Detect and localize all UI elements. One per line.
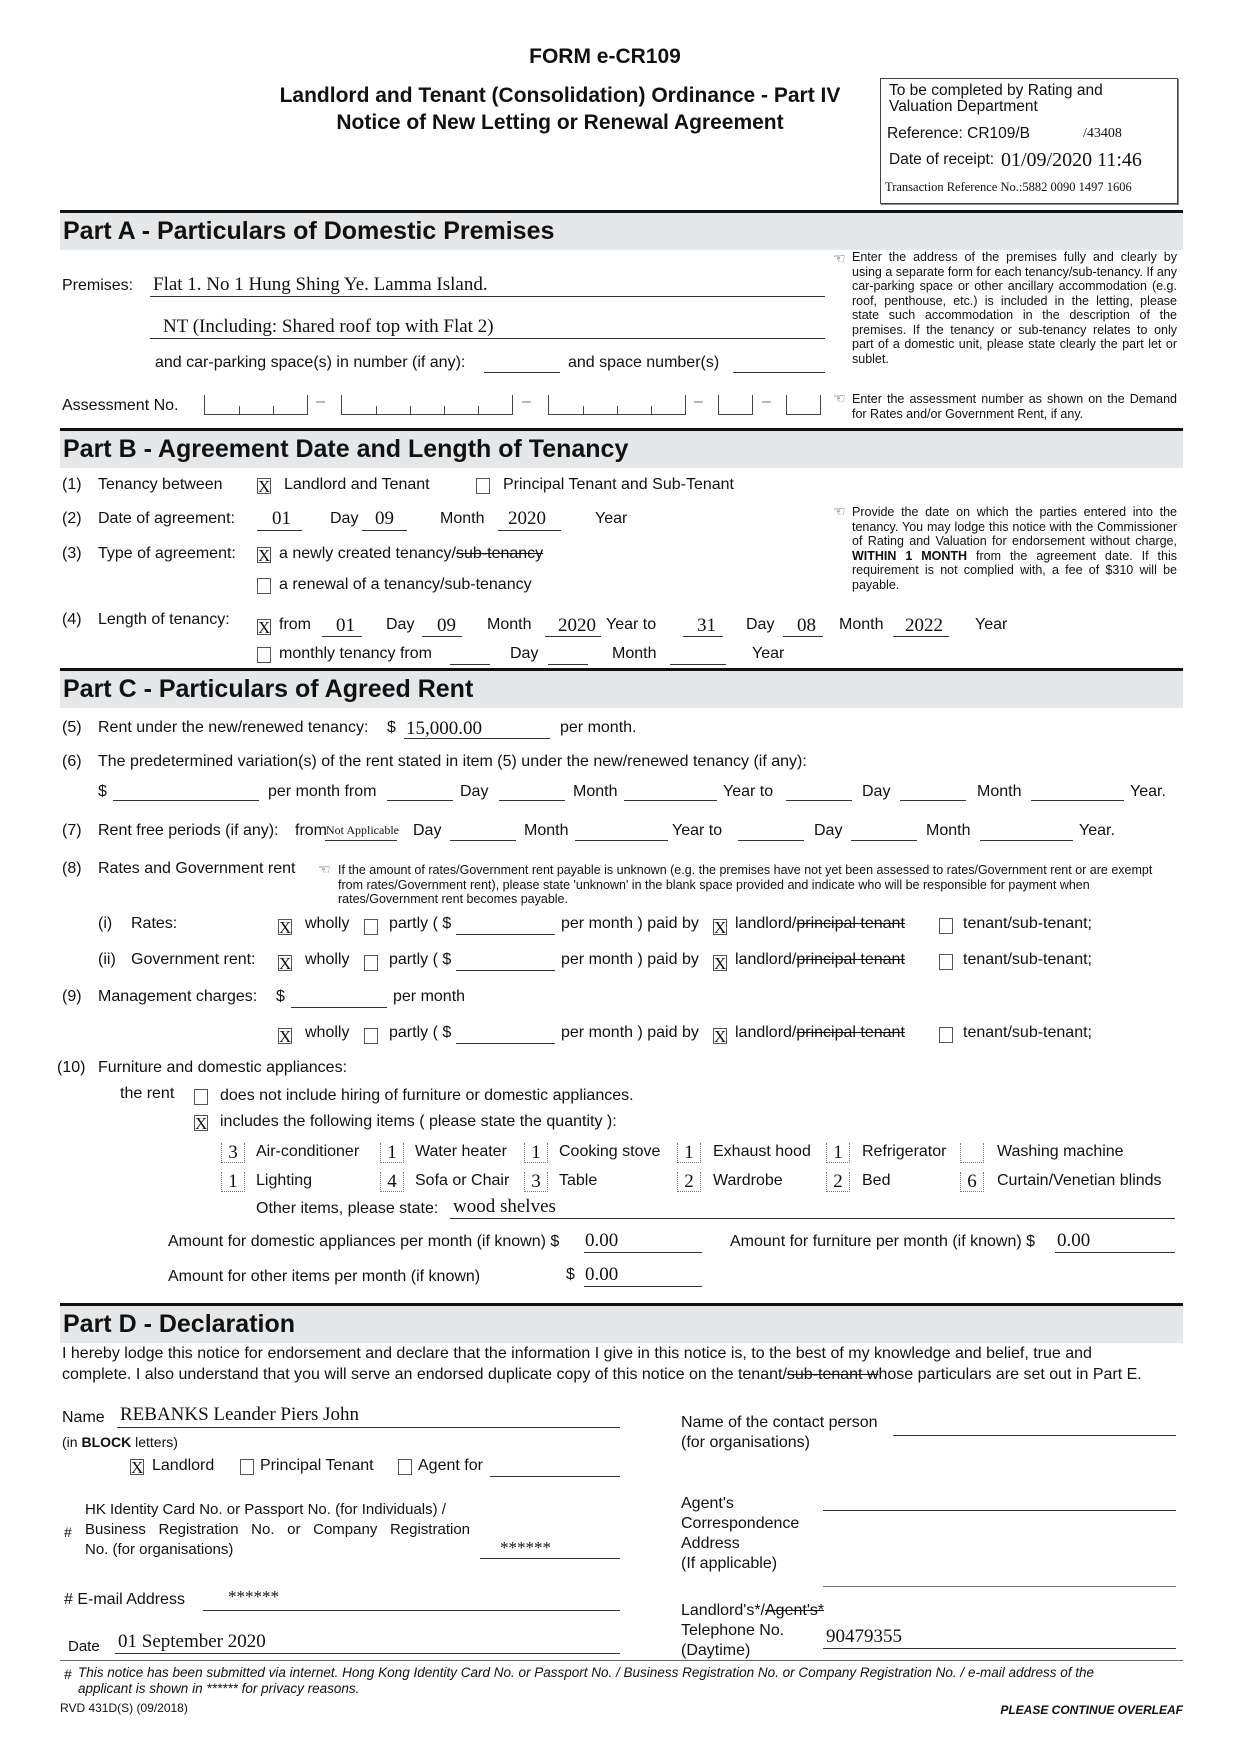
govrent-wholly-checkbox[interactable]: X	[279, 954, 292, 973]
other-amount-label: Amount for other items per month (if known)	[168, 1268, 481, 1285]
footer-note-line1: This notice has been submitted via internet. Hong Kong Identity Card No. or Passport No. / Business Registration No. or Company Registration No. / e-mail address of the	[78, 1665, 1095, 1680]
to-day-value[interactable]: 31	[697, 615, 716, 636]
role-agent-checkbox[interactable]	[398, 1459, 412, 1475]
variation-from-day-input[interactable]	[387, 800, 453, 801]
principal-sub-tenant-label: Principal Tenant and Sub-Tenant	[503, 476, 734, 493]
item-lighting: Lighting	[256, 1172, 313, 1189]
new-tenancy-checkbox[interactable]: X	[258, 546, 271, 565]
pointing-hand-icon: ☜	[318, 861, 331, 877]
mgmt-wholly-checkbox[interactable]: X	[279, 1027, 292, 1046]
rvd-box-heading: To be completed by Rating and Valuation Department	[889, 82, 1103, 115]
tel-label-line2: Telephone No.	[681, 1622, 785, 1639]
agreement-day-underline	[257, 530, 302, 531]
assessment-seg-4[interactable]	[718, 395, 753, 415]
include-furniture-label: includes the following items ( please state the quantity ):	[220, 1113, 617, 1130]
item-8-label: Rates and Government rent	[98, 860, 296, 877]
monthly-day-input[interactable]	[450, 664, 490, 665]
govrent-partly-checkbox[interactable]	[364, 955, 378, 971]
landlord-principal-label	[735, 951, 905, 969]
renewal-checkbox[interactable]	[257, 578, 271, 594]
role-principal-checkbox[interactable]	[240, 1459, 254, 1475]
landlord-tenant-checkbox[interactable]: X	[258, 477, 271, 496]
year-label: Year	[975, 616, 1008, 633]
space-number-input[interactable]	[733, 372, 825, 373]
item-9-number: (9)	[62, 988, 82, 1005]
note-bold: WITHIN 1 MONTH	[852, 548, 968, 563]
telephone-value[interactable]: 90479355	[826, 1626, 902, 1647]
renewal-label: a renewal of a tenancy/sub-tenancy	[279, 576, 532, 593]
qty-water-heater[interactable]: 1	[380, 1143, 404, 1163]
rates-partly-amount-input[interactable]	[456, 934, 555, 935]
from-month-underline	[422, 636, 462, 637]
block-letters-hint	[62, 1434, 178, 1450]
premises-line2-underline	[150, 338, 825, 339]
item-7-number: (7)	[62, 822, 82, 839]
assessment-dash: –	[762, 393, 771, 410]
day-label: Day	[746, 616, 775, 633]
variation-from-year-input[interactable]	[624, 800, 717, 801]
not-include-furniture-label: does not include hiring of furniture or domestic appliances.	[220, 1087, 634, 1104]
assessment-seg-2[interactable]	[341, 395, 513, 415]
rvd-reference-value: /43408	[1083, 126, 1122, 141]
part-d-header	[60, 1303, 1183, 1343]
telephone-label	[681, 1601, 824, 1661]
other-items-underline	[450, 1218, 1175, 1219]
fixed-term-checkbox[interactable]: X	[258, 618, 271, 637]
furniture-amount-value[interactable]: 0.00	[1057, 1230, 1091, 1251]
month-label: Month	[573, 783, 618, 800]
declaration-line2	[62, 1366, 1142, 1384]
item-4-label: Length of tenancy:	[98, 611, 230, 628]
month-label: Month	[926, 822, 971, 839]
per-month-paid-by-label: per month ) paid by	[561, 915, 699, 932]
id-label-line3: No. (for organisations)	[85, 1541, 234, 1558]
from-year-value[interactable]: 2020	[558, 615, 596, 636]
year-label: Year	[595, 510, 628, 527]
management-suffix: per month	[393, 988, 466, 1005]
note-agreement-date	[852, 505, 1177, 592]
qty-table[interactable]: 3	[524, 1172, 548, 1192]
email-label: # E-mail Address	[64, 1591, 185, 1608]
other-amount-value[interactable]: 0.00	[585, 1264, 619, 1285]
rates-label: Rates:	[131, 915, 178, 932]
role-landlord-label: Landlord	[152, 1457, 215, 1474]
monthly-tenancy-label: monthly tenancy from	[279, 645, 432, 662]
day-label: Day	[386, 616, 415, 633]
year-end-label: Year.	[1130, 783, 1166, 800]
new-tenancy-label	[279, 545, 543, 563]
rent-currency: $	[387, 719, 396, 736]
year-to-label: Year to	[606, 616, 657, 633]
item-table: Table	[559, 1172, 598, 1189]
tel-label-line1	[681, 1601, 824, 1621]
qty-wardrobe[interactable]: 2	[677, 1172, 701, 1192]
other-amount-underline	[584, 1286, 702, 1287]
landlord-text: landlord/	[735, 951, 797, 968]
year-to-label: Year to	[672, 822, 723, 839]
assessment-seg-3[interactable]	[548, 395, 686, 415]
landlord-text: landlord/	[735, 1024, 797, 1041]
rent-free-year-input[interactable]	[575, 840, 668, 841]
transaction-label: Transaction Reference No.:	[885, 180, 1023, 194]
year-to-label: Year to	[723, 783, 774, 800]
continue-overleaf: PLEASE CONTINUE OVERLEAF	[1000, 1703, 1183, 1717]
qty-curtain-blinds[interactable]: 6	[960, 1172, 984, 1192]
management-charges-input[interactable]	[291, 1007, 387, 1008]
qty-lighting[interactable]: 1	[221, 1172, 245, 1192]
premises-line1-value[interactable]: Flat 1. No 1 Hung Shing Ye. Lamma Island.	[153, 274, 488, 295]
to-day-underline	[683, 636, 723, 637]
part-b-title: Part B - Agreement Date and Length of Tenancy	[63, 435, 629, 463]
part-d-bottom-rule	[60, 1660, 1183, 1661]
item-exhaust-hood: Exhaust hood	[713, 1143, 811, 1160]
variation-to-month-input[interactable]	[900, 800, 966, 801]
item-air-conditioner: Air-conditioner	[256, 1143, 360, 1160]
partly-label: partly ( $	[389, 915, 452, 932]
struck-principal-tenant: principal tenant	[796, 1024, 905, 1041]
pointing-hand-icon: ☜	[833, 390, 846, 406]
rvd-reference-label: Reference: CR109/B	[887, 125, 1031, 142]
item-bed: Bed	[862, 1172, 891, 1189]
rent-free-to-day-input[interactable]	[738, 840, 804, 841]
month-label: Month	[440, 510, 485, 527]
the-rent-label: the rent	[120, 1085, 175, 1102]
item-refrigerator: Refrigerator	[862, 1143, 947, 1160]
mgmt-landlord-checkbox[interactable]: X	[714, 1027, 727, 1046]
struck-principal-tenant: principal tenant	[796, 951, 905, 968]
item-3-number: (3)	[62, 545, 82, 562]
part-d-title: Part D - Declaration	[63, 1310, 296, 1338]
other-items-value[interactable]: wood shelves	[453, 1196, 556, 1217]
other-amount-currency: $	[566, 1266, 575, 1283]
form-title: FORM e-CR109	[529, 45, 681, 68]
assessment-seg-1[interactable]	[204, 395, 308, 415]
rates-number: (i)	[98, 915, 113, 932]
rent-free-from-underline	[325, 840, 397, 841]
note-rates: If the amount of rates/Government rent payable is unknown (e.g. the premises have not yet been assessed to rates/Government rent or are exempt from rates/Government rent), please state 'unknown' in the blank space provided and indicate who will be responsible for payment when rates/Government rent becomes payable.	[338, 863, 1153, 906]
agent-addr-line4: (If applicable)	[681, 1555, 778, 1572]
rent-value[interactable]: 15,000.00	[406, 718, 482, 739]
agent-addr-line1: Agent's	[681, 1495, 734, 1512]
to-year-underline	[893, 636, 949, 637]
item-curtain-blinds: Curtain/Venetian blinds	[997, 1172, 1162, 1189]
from-day-value[interactable]: 01	[336, 615, 355, 636]
contact-label-line1: Name of the contact person	[681, 1414, 878, 1431]
qty-cooking-stove[interactable]: 1	[524, 1143, 548, 1163]
qty-washing-machine[interactable]	[960, 1143, 984, 1163]
footer-note-line2: applicant is shown in ****** for privacy reasons.	[78, 1681, 360, 1696]
tenant-sub-tenant-label: tenant/sub-tenant;	[963, 915, 1092, 932]
mgmt-tenant-checkbox[interactable]	[939, 1027, 953, 1043]
id-label-line2: Business Registration No. or Company Registration	[85, 1521, 470, 1538]
month-label: Month	[612, 645, 657, 662]
govrent-partly-amount-input[interactable]	[456, 970, 555, 971]
agreement-day-value[interactable]: 01	[272, 508, 291, 529]
qty-sofa-chair[interactable]: 4	[380, 1172, 404, 1192]
per-month-paid-by-label: per month ) paid by	[561, 1024, 699, 1041]
struck-sub-tenancy: sub-tenancy	[456, 545, 544, 562]
item-6-number: (6)	[62, 753, 82, 770]
item-10-number: (10)	[57, 1059, 86, 1076]
premises-line1-underline	[150, 296, 825, 297]
rent-free-to-month-input[interactable]	[851, 840, 917, 841]
include-furniture-checkbox[interactable]: X	[195, 1114, 208, 1133]
day-label: Day	[330, 510, 359, 527]
day-label: Day	[510, 645, 539, 662]
to-month-value[interactable]: 08	[797, 615, 816, 636]
declaration-text: complete. I also understand that you will serve an endorsed duplicate copy of this notice on the tenant/	[62, 1366, 787, 1383]
wholly-label: wholly	[305, 1024, 350, 1041]
assessment-dash: –	[522, 393, 531, 410]
variation-currency: $	[98, 783, 107, 800]
agreement-month-underline	[362, 530, 407, 531]
contact-person-label	[681, 1413, 878, 1453]
item-cooking-stove: Cooking stove	[559, 1143, 661, 1160]
agreement-month-value[interactable]: 09	[375, 508, 394, 529]
rates-wholly-checkbox[interactable]: X	[279, 918, 292, 937]
form-subtitle-notice: Notice of New Letting or Renewal Agreement	[336, 111, 784, 134]
note-text: Provide the date on which the parties entered into the tenancy. You may lodge this notice with the Commissioner of Rating and Valuation for endorsement without charge,	[852, 505, 1177, 548]
block-suffix: letters)	[131, 1434, 178, 1450]
note-address: Enter the address of the premises fully and clearly by using a separate form for each tenancy/sub-tenancy. If any car-parking space or other ancillary accommodation (e.g. roof, penthouse, etc.) is included in the letting, please state such accommodation in the description of the premises. If the tenancy or sub-tenancy relates to only part of a domestic unit, please state clearly the part let or sublet.	[852, 250, 1177, 366]
form-code: RVD 431D(S) (09/2018)	[60, 1701, 188, 1715]
tel-landlord-text: Landlord's*/	[681, 1602, 765, 1619]
month-label: Month	[524, 822, 569, 839]
variation-from-month-input[interactable]	[499, 800, 565, 801]
contact-person-input[interactable]	[893, 1435, 1176, 1436]
part-a-title: Part A - Particulars of Domestic Premises	[63, 217, 555, 245]
wholly-label: wholly	[305, 951, 350, 968]
new-tenancy-text: a newly created tenancy/	[279, 545, 456, 562]
appliances-amount-label: Amount for domestic appliances per month (if known) $	[168, 1233, 560, 1250]
item-4-number: (4)	[62, 611, 82, 628]
agreement-year-underline	[498, 530, 561, 531]
qty-air-conditioner[interactable]: 3	[221, 1143, 245, 1163]
per-month-paid-by-label: per month ) paid by	[561, 951, 699, 968]
mgmt-partly-checkbox[interactable]	[364, 1028, 378, 1044]
item-3-label: Type of agreement:	[98, 545, 236, 562]
part-c-title: Part C - Particulars of Agreed Rent	[63, 675, 474, 703]
declaration-line1: I hereby lodge this notice for endorsement and declare that the information I give in this notice is, to the best of my knowledge and belief, true and	[62, 1345, 1092, 1362]
item-wardrobe: Wardrobe	[713, 1172, 783, 1189]
day-label: Day	[814, 822, 843, 839]
landlord-tenant-label: Landlord and Tenant	[284, 476, 430, 493]
item-8-number: (8)	[62, 860, 82, 877]
struck-sub-tenant: sub-tenant w	[786, 1366, 879, 1383]
monthly-tenancy-checkbox[interactable]	[257, 647, 271, 663]
item-water-heater: Water heater	[415, 1143, 507, 1160]
premises-label: Premises:	[62, 277, 134, 294]
id-label-line1: HK Identity Card No. or Passport No. (for Individuals) /	[85, 1501, 446, 1518]
monthly-year-input[interactable]	[670, 664, 726, 665]
govrent-landlord-checkbox[interactable]: X	[714, 954, 727, 973]
rvd-office-use-box	[880, 78, 1178, 204]
form-subtitle-ordinance: Landlord and Tenant (Consolidation) Ordinance - Part IV	[279, 84, 841, 107]
item-7-label: Rent free periods (if any):	[98, 822, 279, 839]
not-include-furniture-checkbox[interactable]	[194, 1089, 208, 1105]
declaration-text-end: hose particulars are set out in Part E.	[878, 1366, 1142, 1383]
assessment-label: Assessment No.	[62, 397, 179, 414]
item-5-label: Rent under the new/renewed tenancy:	[98, 719, 369, 736]
from-label: from	[279, 616, 311, 633]
rent-free-from-label: from	[295, 822, 327, 839]
variation-to-day-input[interactable]	[786, 800, 852, 801]
qty-bed[interactable]: 2	[826, 1172, 850, 1192]
appliances-amount-underline	[584, 1252, 702, 1253]
part-a-header	[60, 210, 1183, 250]
block-prefix: (in	[62, 1434, 82, 1450]
item-1-number: (1)	[62, 476, 82, 493]
space-number-label: and space number(s)	[568, 354, 720, 371]
tenant-sub-tenant-label: tenant/sub-tenant;	[963, 1024, 1092, 1041]
month-label: Month	[839, 616, 884, 633]
to-year-value[interactable]: 2022	[905, 615, 943, 636]
furniture-amount-underline	[1055, 1252, 1175, 1253]
id-label	[85, 1500, 470, 1560]
partly-label: partly ( $	[389, 951, 452, 968]
rates-partly-checkbox[interactable]	[364, 919, 378, 935]
rent-free-to-year-input[interactable]	[980, 840, 1073, 841]
assessment-dash: –	[694, 393, 703, 410]
email-underline	[203, 1610, 620, 1611]
rent-free-month-input[interactable]	[450, 840, 516, 841]
partly-label: partly ( $	[389, 1024, 452, 1041]
name-value[interactable]: REBANKS Leander Piers John	[120, 1404, 360, 1425]
agent-addr-line3: Address	[681, 1535, 740, 1552]
landlord-text: landlord/	[735, 915, 797, 932]
item-9-label: Management charges:	[98, 988, 258, 1005]
name-label: Name	[62, 1409, 105, 1426]
rvd-receipt-label: Date of receipt:	[889, 151, 995, 168]
name-underline	[117, 1427, 620, 1428]
premises-line2-value[interactable]: NT (Including: Shared roof top with Flat 2)	[163, 316, 494, 337]
landlord-principal-label	[735, 1024, 905, 1042]
tenant-sub-tenant-label: tenant/sub-tenant;	[963, 951, 1092, 968]
struck-principal-tenant: principal tenant	[796, 915, 905, 932]
from-year-underline	[545, 636, 601, 637]
rates-landlord-checkbox[interactable]: X	[714, 918, 727, 937]
email-value[interactable]: ******	[228, 1587, 279, 1606]
agreement-year-value[interactable]: 2020	[508, 508, 546, 529]
landlord-principal-label	[735, 915, 905, 933]
month-label: Month	[487, 616, 532, 633]
note-assessment: Enter the assessment number as shown on the Demand for Rates and/or Government Rent, if any.	[852, 392, 1177, 421]
footer-privacy-note	[78, 1665, 1094, 1697]
date-value[interactable]: 01 September 2020	[118, 1631, 266, 1652]
assessment-dash: –	[316, 393, 325, 410]
mgmt-partly-amount-input[interactable]	[456, 1043, 555, 1044]
contact-label-line2: (for organisations)	[681, 1434, 810, 1451]
wholly-label: wholly	[305, 915, 350, 932]
agent-address-input-line1[interactable]	[823, 1510, 1176, 1511]
footer-hash: #	[64, 1666, 72, 1682]
item-2-label: Date of agreement:	[98, 510, 235, 527]
date-underline	[115, 1653, 620, 1654]
rvd-receipt-value: 01/09/2020 11:46	[1001, 149, 1142, 171]
rent-underline	[404, 738, 550, 739]
govrent-tenant-checkbox[interactable]	[939, 954, 953, 970]
assessment-seg-5[interactable]	[786, 395, 821, 415]
role-agent-label: Agent for	[418, 1457, 483, 1474]
transaction-value: 5882 0090 1497 1606	[1022, 180, 1132, 194]
year-label: Year	[752, 645, 785, 662]
from-day-underline	[322, 636, 362, 637]
note-text-end: from the agreement date. If this requirement is not complied with, a fee of $310 will be payable.	[852, 548, 1177, 592]
item-6-label: The predetermined variation(s) of the rent stated in item (5) under the new/renewed tenancy (if any):	[98, 753, 807, 770]
item-5-number: (5)	[62, 719, 82, 736]
struck-agents: Agent's*	[765, 1602, 825, 1619]
item-2-number: (2)	[62, 510, 82, 527]
year-end-label: Year.	[1079, 822, 1115, 839]
from-month-value[interactable]: 09	[437, 615, 456, 636]
role-principal-label: Principal Tenant	[260, 1457, 374, 1474]
per-month-from-label: per month from	[268, 783, 377, 800]
id-hash: #	[64, 1524, 72, 1540]
item-washing-machine: Washing machine	[997, 1143, 1124, 1160]
pointing-hand-icon: ☜	[833, 503, 846, 519]
variation-amount-input[interactable]	[113, 800, 259, 801]
id-underline	[480, 1558, 620, 1559]
govrent-label: Government rent:	[131, 951, 256, 968]
item-sofa-chair: Sofa or Chair	[415, 1172, 510, 1189]
agent-addr-line2: Correspondence	[681, 1515, 800, 1532]
part-c-header	[60, 668, 1183, 708]
agent-address-input-line2[interactable]	[823, 1586, 1176, 1587]
govrent-number: (ii)	[98, 951, 116, 968]
rent-suffix: per month.	[560, 719, 637, 736]
role-landlord-checkbox[interactable]: X	[131, 1458, 144, 1477]
carpark-input[interactable]	[484, 372, 560, 373]
appliances-amount-value[interactable]: 0.00	[585, 1230, 619, 1251]
to-month-underline	[783, 636, 823, 637]
part-b-header	[60, 428, 1183, 468]
item-1-label: Tenancy between	[98, 476, 223, 493]
monthly-month-input[interactable]	[548, 664, 588, 665]
day-label: Day	[413, 822, 442, 839]
tel-label-line3: (Daytime)	[681, 1642, 751, 1659]
qty-exhaust-hood[interactable]: 1	[677, 1143, 701, 1163]
other-items-label: Other items, please state:	[256, 1200, 439, 1217]
carpark-label: and car-parking space(s) in number (if any):	[155, 354, 466, 371]
rates-tenant-checkbox[interactable]	[939, 918, 953, 934]
telephone-underline	[823, 1648, 1176, 1649]
date-label: Date	[68, 1638, 100, 1655]
item-10-label: Furniture and domestic appliances:	[98, 1059, 348, 1076]
agent-address-label	[681, 1494, 799, 1574]
qty-refrigerator[interactable]: 1	[826, 1143, 850, 1163]
month-label: Month	[977, 783, 1022, 800]
variation-to-year-input[interactable]	[1031, 800, 1124, 801]
block-bold: BLOCK	[81, 1434, 132, 1450]
rent-free-value[interactable]: Not Applicable	[326, 823, 399, 837]
agent-for-input[interactable]	[490, 1476, 620, 1477]
furniture-amount-label: Amount for furniture per month (if known) $	[730, 1233, 1036, 1250]
principal-sub-tenant-checkbox[interactable]	[476, 478, 490, 494]
rvd-transaction-label	[885, 180, 1132, 195]
day-label: Day	[460, 783, 489, 800]
id-value[interactable]: ******	[500, 1538, 551, 1557]
management-currency: $	[276, 988, 285, 1005]
pointing-hand-icon: ☜	[833, 250, 846, 266]
day-label: Day	[862, 783, 891, 800]
